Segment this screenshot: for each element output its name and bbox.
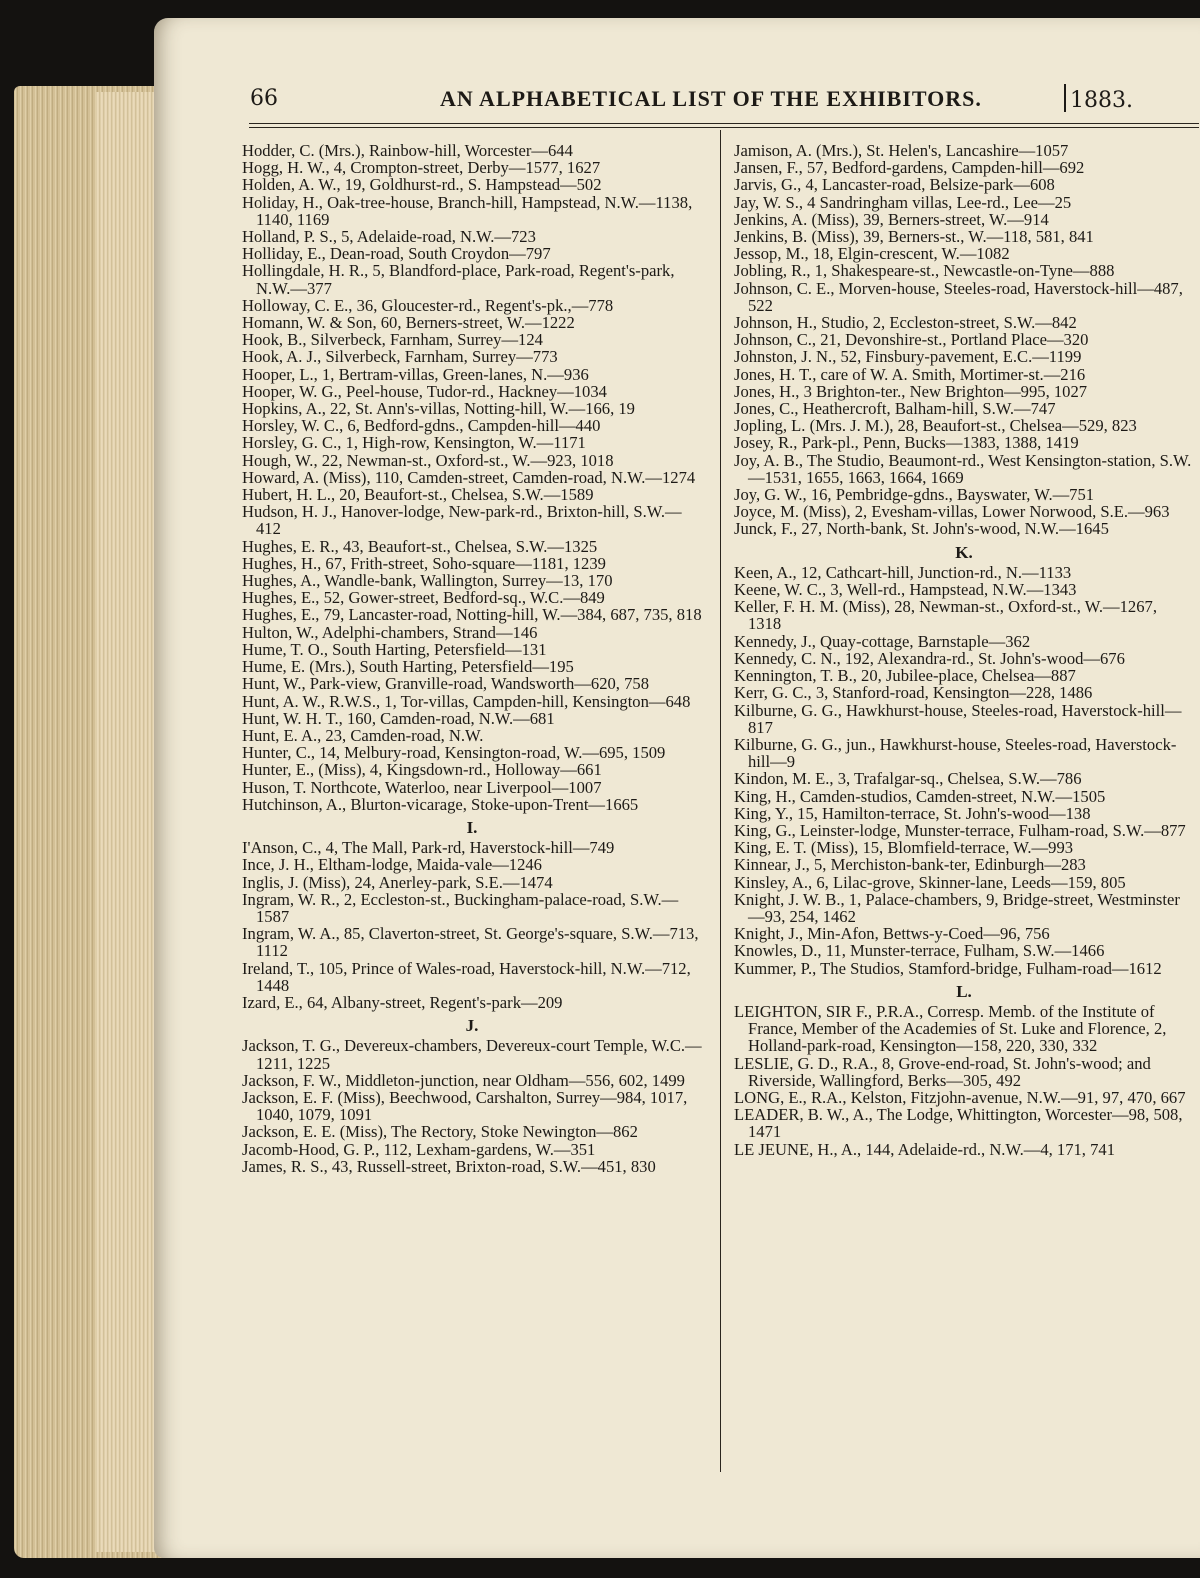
list-item: Jarvis, G., 4, Lancaster-road, Belsize-park—608: [734, 175, 1055, 195]
list-item: Kennedy, C. N., 192, Alexandra-rd., St. John's-wood—676: [734, 648, 1125, 668]
list-item: Keene, W. C., 3, Well-rd., Hampstead, N.W.—1343: [734, 580, 1077, 600]
list-item: Hutchinson, A., Blurton-vicarage, Stoke-upon-Trent—1665: [242, 794, 639, 814]
list-item: Hooper, W. G., Peel-house, Tudor-rd., Hackney—1034: [242, 381, 607, 401]
list-item: Junck, F., 27, North-bank, St. John's-wood, N.W.—1645: [734, 519, 1109, 539]
list-item: Jenkins, B. (Miss), 39, Berners-st., W.—118, 581, 841: [734, 227, 1094, 247]
list-item: Kerr, G. C., 3, Stanford-road, Kensington—228, 1486: [734, 683, 1093, 703]
list-item: Hume, E. (Mrs.), South Harting, Petersfield—195: [242, 657, 574, 677]
list-item: Joy, A. B., The Studio, Beaumont-rd., West Kensington-station, S.W.—1531, 1655, 1663, 1664, 1669: [734, 450, 1192, 487]
list-item: Johnson, C., 21, Devonshire-st., Portland Place—320: [734, 330, 1089, 350]
column-divider: [720, 130, 721, 1472]
list-item: Hopkins, A., 22, St. Ann's-villas, Notting-hill, W.—166, 19: [242, 399, 635, 419]
list-item: Hough, W., 22, Newman-st., Oxford-st., W.—923, 1018: [242, 450, 614, 470]
list-item: Jackson, E. F. (Miss), Beechwood, Carshalton, Surrey—984, 1017, 1040, 1079, 1091: [242, 1087, 688, 1125]
list-item: Horsley, W. C., 6, Bedford-gdns., Campden-hill—440: [242, 416, 601, 436]
list-item: Jamison, A. (Mrs.), St. Helen's, Lancashire—1057: [734, 141, 1069, 160]
h-entries: [242, 142, 702, 813]
list-item: Jenkins, A. (Miss), 39, Berners-street, W.—914: [734, 209, 1049, 229]
list-item: Jacomb-Hood, G. P., 112, Lexham-gardens, W.—351: [242, 1139, 596, 1159]
list-item: King, E. T. (Miss), 15, Blomfield-terrace, W.—993: [734, 838, 1074, 858]
list-item: James, R. S., 43, Russell-street, Brixton-road, S.W.—451, 830: [242, 1156, 656, 1176]
list-item: Jackson, E. E. (Miss), The Rectory, Stoke Newington—862: [242, 1122, 638, 1142]
list-item: Johnston, J. N., 52, Finsbury-pavement, E.C.—1199: [734, 347, 1082, 367]
list-item: Jackson, T. G., Devereux-chambers, Devereux-court Temple, W.C.—1211, 1225: [242, 1036, 702, 1073]
list-item: King, H., Camden-studios, Camden-street, N.W.—1505: [734, 786, 1106, 806]
list-item: Ireland, T., 105, Prince of Wales-road, Haverstock-hill, N.W.—712, 1448: [242, 958, 691, 995]
list-item: Kinsley, A., 6, Lilac-grove, Skinner-lane, Leeds—159, 805: [734, 872, 1126, 892]
list-item: Hubert, H. L., 20, Beaufort-st., Chelsea, S.W.—1589: [242, 485, 594, 505]
list-item: Huson, T. Northcote, Waterloo, near Liverpool—1007: [242, 777, 602, 797]
list-item: Hollingdale, H. R., 5, Blandford-place, Park-road, Regent's-park, N.W.—377: [242, 261, 675, 298]
list-item: Jessop, M., 18, Elgin-crescent, W.—1082: [734, 244, 1010, 264]
list-item: Hunt, A. W., R.W.S., 1, Tor-villas, Campden-hill, Kensington—648: [242, 691, 691, 711]
list-item: LONG, E., R.A., Kelston, Fitzjohn-avenue, N.W.—91, 97, 470, 667: [734, 1087, 1186, 1107]
list-item: Hunter, E., (Miss), 4, Kingsdown-rd., Holloway—661: [242, 760, 602, 780]
section-heading-j: J.: [465, 1016, 479, 1036]
list-item: LESLIE, G. D., R.A., 8, Grove-end-road, St. John's-wood; and Riverside, Wallingford, Berks—305, 492: [734, 1053, 1151, 1090]
list-item: Holloway, C. E., 36, Gloucester-rd., Regent's-pk.,—778: [242, 295, 614, 315]
list-item: Ingram, W. A., 85, Claverton-street, St. George's-square, S.W.—713, 1112: [242, 924, 699, 961]
list-item: Josey, R., Park-pl., Penn, Bucks—1383, 1388, 1419: [734, 433, 1079, 453]
list-item: Keller, F. H. M. (Miss), 28, Newman-st., Oxford-st., W.—1267, 1318: [734, 597, 1157, 634]
list-item: Hunt, W. H. T., 160, Camden-road, N.W.—681: [242, 708, 555, 728]
list-item: Howard, A. (Miss), 110, Camden-street, Camden-road, N.W.—1274: [242, 467, 696, 487]
list-item: Hogg, H. W., 4, Crompton-street, Derby—1577, 1627: [242, 158, 601, 178]
list-item: Keen, A., 12, Cathcart-hill, Junction-rd., N.—1133: [734, 562, 1072, 582]
list-item: Ince, J. H., Eltham-lodge, Maida-vale—1246: [242, 855, 542, 875]
list-item: Knight, J., Min-Afon, Bettws-y-Coed—96, 756: [734, 924, 1050, 944]
list-item: Joyce, M. (Miss), 2, Evesham-villas, Lower Norwood, S.E.—963: [734, 502, 1170, 522]
list-item: Jackson, F. W., Middleton-junction, near Oldham—556, 602, 1499: [242, 1070, 685, 1090]
list-item: Hulton, W., Adelphi-chambers, Strand—146: [242, 622, 538, 642]
right-column: [734, 142, 1194, 1158]
list-item: Hook, B., Silverbeck, Farnham, Surrey—124: [242, 330, 543, 350]
page-header: [250, 86, 1190, 116]
list-item: Kindon, M. E., 3, Trafalgar-sq., Chelsea, S.W.—786: [734, 769, 1082, 789]
list-item: Jopling, L. (Mrs. J. M.), 28, Beaufort-st., Chelsea—529, 823: [734, 416, 1137, 436]
list-item: Jobling, R., 1, Shakespeare-st., Newcastle-on-Tyne—888: [734, 261, 1115, 281]
list-item: King, G., Leinster-lodge, Munster-terrace, Fulham-road, S.W.—877: [734, 820, 1186, 840]
list-item: I'Anson, C., 4, The Mall, Park-rd, Haverstock-hill—749: [242, 838, 615, 858]
list-item: Hook, A. J., Silverbeck, Farnham, Surrey—773: [242, 347, 558, 367]
left-column: [242, 142, 702, 1175]
list-item: Izard, E., 64, Albany-street, Regent's-park—209: [242, 992, 563, 1012]
list-item: Hume, T. O., South Harting, Petersfield—131: [242, 639, 547, 659]
page-number: 66: [250, 86, 278, 111]
list-item: Holiday, H., Oak-tree-house, Branch-hill, Hampstead, N.W.—1138, 1140, 1169: [242, 192, 693, 229]
list-item: Johnson, C. E., Morven-house, Steeles-road, Haverstock-hill—487, 522: [734, 278, 1183, 315]
list-item: Hughes, E. R., 43, Beaufort-st., Chelsea, S.W.—1325: [242, 536, 598, 556]
j-entries-right: [734, 142, 1194, 538]
list-item: Jones, H., 3 Brighton-ter., New Brighton—995, 1027: [734, 381, 1088, 401]
list-item: Hunter, C., 14, Melbury-road, Kensington-road, W.—695, 1509: [242, 743, 666, 763]
list-item: Knight, J. W. B., 1, Palace-chambers, 9, Bridge-street, Westminster—93, 254, 1462: [734, 889, 1180, 926]
list-item: King, Y., 15, Hamilton-terrace, St. John's-wood—138: [734, 803, 1091, 823]
list-item: Jones, C., Heathercroft, Balham-hill, S.W.—747: [734, 399, 1056, 419]
list-item: Hughes, H., 67, Frith-street, Soho-square—1181, 1239: [242, 553, 606, 573]
list-item: Hughes, E., 52, Gower-street, Bedford-sq., W.C.—849: [242, 588, 605, 608]
list-item: Jones, H. T., care of W. A. Smith, Mortimer-st.—216: [734, 364, 1086, 384]
header-rule: [249, 123, 1199, 128]
list-item: LE JEUNE, H., A., 144, Adelaide-rd., N.W.—4, 171, 741: [734, 1139, 1115, 1159]
list-item: Joy, G. W., 16, Pembridge-gdns., Bayswater, W.—751: [734, 485, 1095, 505]
list-item: Hughes, E., 79, Lancaster-road, Notting-hill, W.—384, 687, 735, 818: [242, 605, 702, 625]
list-item: Holland, P. S., 5, Adelaide-road, N.W.—723: [242, 227, 536, 247]
list-item: Horsley, G. C., 1, High-row, Kensington, W.—1171: [242, 433, 586, 453]
j-entries-left: [242, 1037, 702, 1175]
section-heading-k: K.: [955, 542, 973, 562]
list-item: Jay, W. S., 4 Sandringham villas, Lee-rd., Lee—25: [734, 192, 1072, 212]
book-page: [154, 18, 1200, 1558]
list-item: Homann, W. & Son, 60, Berners-street, W.—1222: [242, 313, 575, 333]
list-item: Hughes, A., Wandle-bank, Wallington, Surrey—13, 170: [242, 571, 613, 591]
list-item: Holliday, E., Dean-road, South Croydon—797: [242, 244, 551, 264]
list-item: Johnson, H., Studio, 2, Eccleston-street, S.W.—842: [734, 313, 1077, 333]
list-item: Knowles, D., 11, Munster-terrace, Fulham, S.W.—1466: [734, 941, 1105, 961]
list-item: Inglis, J. (Miss), 24, Anerley-park, S.E.—1474: [242, 872, 553, 892]
list-item: Ingram, W. R., 2, Eccleston-st., Buckingham-palace-road, S.W.—1587: [242, 889, 679, 926]
section-heading-i: I.: [466, 817, 478, 837]
list-item: Jansen, F., 57, Bedford-gardens, Campden-hill—692: [734, 158, 1085, 178]
year-label: 1883.: [1070, 88, 1133, 113]
list-item: Kummer, P., The Studios, Stamford-bridge, Fulham-road—1612: [734, 958, 1162, 978]
list-item: Kennington, T. B., 20, Jubilee-place, Chelsea—887: [734, 666, 1076, 686]
list-item: Kilburne, G. G., Hawkhurst-house, Steeles-road, Haverstock-hill—817: [734, 700, 1182, 737]
list-item: Hooper, L., 1, Bertram-villas, Green-lanes, N.—936: [242, 364, 589, 384]
list-item: Hunt, E. A., 23, Camden-road, N.W.: [242, 725, 484, 745]
l-entries: [734, 1003, 1194, 1158]
list-item: Hodder, C. (Mrs.), Rainbow-hill, Worcester—644: [242, 141, 573, 160]
list-item: LEADER, B. W., A., The Lodge, Whittington, Worcester—98, 508, 1471: [734, 1105, 1183, 1142]
list-item: Kinnear, J., 5, Merchiston-bank-ter, Edinburgh—283: [734, 855, 1086, 875]
list-item: Kilburne, G. G., jun., Hawkhurst-house, Steeles-road, Haverstock-hill—9: [734, 734, 1177, 772]
k-entries: [734, 564, 1194, 977]
section-heading-l: L.: [956, 981, 972, 1001]
i-entries: [242, 839, 702, 1011]
list-item: Holden, A. W., 19, Goldhurst-rd., S. Hampstead—502: [242, 175, 602, 195]
list-item: LEIGHTON, SIR F., P.R.A., Corresp. Memb. of the Institute of France, Member of the Academies of St. Luke and Florence, 2, Holland-park-road, Kensington—158, 220, 330, 332: [734, 1001, 1167, 1056]
list-item: Hudson, H. J., Hanover-lodge, New-park-rd., Brixton-hill, S.W.—412: [242, 502, 682, 539]
list-item: Kennedy, J., Quay-cottage, Barnstaple—362: [734, 631, 1031, 651]
list-item: Hunt, W., Park-view, Granville-road, Wandsworth—620, 758: [242, 674, 649, 694]
page-title: AN ALPHABETICAL LIST OF THE EXHIBITORS.: [440, 86, 982, 111]
